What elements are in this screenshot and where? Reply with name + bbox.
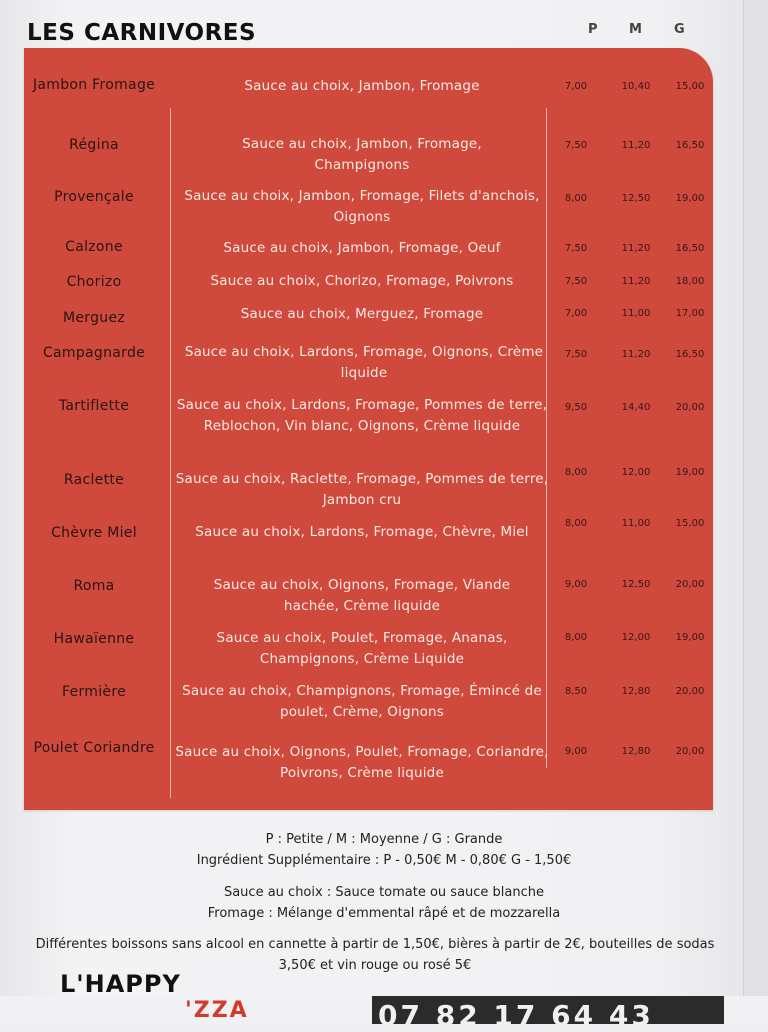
pizza-description: Sauce au choix, Jambon, Fromage, Champignons bbox=[242, 136, 482, 173]
price-petite: 9,50 bbox=[564, 402, 588, 413]
price-moyenne: 10,40 bbox=[621, 81, 651, 92]
price-moyenne: 12,80 bbox=[621, 746, 651, 757]
price-grande: 16,50 bbox=[675, 349, 705, 360]
pizza-description: Sauce au choix, Merguez, Fromage bbox=[240, 306, 484, 322]
price-petite: 7,50 bbox=[564, 349, 588, 360]
pizza-name: Campagnarde bbox=[42, 345, 146, 361]
pizza-name: Fermière bbox=[61, 684, 126, 700]
price-grande: 19,00 bbox=[675, 193, 705, 204]
size-header-p: P bbox=[588, 22, 598, 37]
pizza-name: Poulet Coriandre bbox=[33, 740, 155, 756]
pizza-name: Hawaïenne bbox=[53, 631, 135, 647]
price-grande: 19,00 bbox=[675, 632, 705, 643]
price-moyenne: 14,40 bbox=[621, 402, 651, 413]
pizza-name: Régina bbox=[69, 137, 119, 153]
pizza-name: Chèvre Miel bbox=[51, 525, 137, 541]
pizza-name: Raclette bbox=[63, 472, 125, 488]
price-petite: 9,00 bbox=[564, 746, 588, 757]
pizza-name: Provençale bbox=[54, 189, 134, 205]
price-petite: 8,00 bbox=[564, 467, 588, 478]
section-title: LES CARNIVORES bbox=[27, 20, 257, 46]
price-grande: 15,00 bbox=[675, 81, 705, 92]
sauce-note: Sauce au choix : Sauce tomate ou sauce blanche bbox=[223, 885, 545, 900]
pizza-name: Roma bbox=[73, 578, 115, 594]
price-petite: 8,00 bbox=[564, 193, 588, 204]
price-grande: 17,00 bbox=[675, 308, 705, 319]
size-header-g: G bbox=[674, 22, 685, 37]
price-grande: 20,00 bbox=[675, 686, 705, 697]
pizza-name: Merguez bbox=[62, 310, 126, 326]
pizza-description: Sauce au choix, Oignons, Poulet, Fromage, Coriandre, Poivrons, Crème liquide bbox=[175, 744, 549, 781]
price-moyenne: 12,00 bbox=[621, 632, 651, 643]
pizza-name: Tartiflette bbox=[58, 398, 130, 414]
price-petite: 8,50 bbox=[564, 686, 588, 697]
price-moyenne: 11,20 bbox=[621, 349, 651, 360]
price-moyenne: 12,50 bbox=[621, 579, 651, 590]
price-moyenne: 11,20 bbox=[621, 243, 651, 254]
price-grande: 16,50 bbox=[675, 140, 705, 151]
pizza-description: Sauce au choix, Jambon, Fromage bbox=[244, 78, 480, 94]
supplement-pricing: Ingrédient Supplémentaire : P - 0,50€ M - 0,80€ G - 1,50€ bbox=[196, 853, 572, 868]
pizza-description: Sauce au choix, Champignons, Fromage, Émincé de poulet, Crème, Oignons bbox=[182, 683, 542, 720]
price-petite: 8,00 bbox=[564, 632, 588, 643]
drinks-note: Différentes boissons sans alcool en cannette à partir de 1,50€, bières à partir de 2€, bouteilles de sodas 3,50€ et vin rouge ou rosé 5€ bbox=[35, 937, 715, 973]
price-moyenne: 11,00 bbox=[621, 308, 651, 319]
price-moyenne: 12,80 bbox=[621, 686, 651, 697]
price-grande: 15,00 bbox=[675, 518, 705, 529]
brand-logo-bottom: 'ZZA bbox=[185, 998, 249, 1023]
price-petite: 8,00 bbox=[564, 518, 588, 529]
size-header-m: M bbox=[629, 22, 642, 37]
pizza-description: Sauce au choix, Jambon, Fromage, Oeuf bbox=[223, 240, 501, 256]
price-moyenne: 11,20 bbox=[621, 140, 651, 151]
price-petite: 7,50 bbox=[564, 276, 588, 287]
price-petite: 9,00 bbox=[564, 579, 588, 590]
pizza-description: Sauce au choix, Poulet, Fromage, Ananas, Champignons, Crème Liquide bbox=[216, 630, 508, 667]
price-grande: 20,00 bbox=[675, 579, 705, 590]
price-petite: 7,50 bbox=[564, 243, 588, 254]
price-grande: 19,00 bbox=[675, 467, 705, 478]
pizza-description: Sauce au choix, Lardons, Fromage, Oignons, Crème liquide bbox=[184, 344, 544, 381]
price-grande: 20,00 bbox=[675, 402, 705, 413]
cheese-note: Fromage : Mélange d'emmental râpé et de mozzarella bbox=[207, 906, 561, 921]
price-petite: 7,00 bbox=[564, 308, 588, 319]
brand-logo-top: L'HAPPY bbox=[60, 970, 181, 998]
pizza-description: Sauce au choix, Raclette, Fromage, Pommes de terre, Jambon cru bbox=[175, 471, 549, 508]
price-grande: 16,50 bbox=[675, 243, 705, 254]
pizza-description: Sauce au choix, Chorizo, Fromage, Poivrons bbox=[210, 273, 514, 289]
pizza-description: Sauce au choix, Lardons, Fromage, Pommes de terre, Reblochon, Vin blanc, Oignons, Crème liquide bbox=[176, 397, 548, 434]
price-petite: 7,00 bbox=[564, 81, 588, 92]
menu-table bbox=[24, 48, 713, 810]
price-grande: 20,00 bbox=[675, 746, 705, 757]
price-moyenne: 12,50 bbox=[621, 193, 651, 204]
pizza-description: Sauce au choix, Lardons, Fromage, Chèvre, Miel bbox=[195, 524, 529, 540]
price-moyenne: 12,00 bbox=[621, 467, 651, 478]
pizza-name: Calzone bbox=[65, 239, 123, 255]
pizza-description: Sauce au choix, Oignons, Fromage, Viande hachée, Crème liquide bbox=[213, 577, 511, 614]
pizza-name: Chorizo bbox=[66, 274, 122, 290]
column-divider-left bbox=[170, 108, 171, 798]
price-grande: 18,00 bbox=[675, 276, 705, 287]
phone-number: 07 82 17 64 43 bbox=[378, 999, 654, 1032]
pizza-description: Sauce au choix, Jambon, Fromage, Filets d'anchois, Oignons bbox=[184, 188, 540, 225]
price-petite: 7,50 bbox=[564, 140, 588, 151]
price-moyenne: 11,20 bbox=[621, 276, 651, 287]
sizes-legend: P : Petite / M : Moyenne / G : Grande bbox=[265, 832, 503, 847]
price-moyenne: 11,00 bbox=[621, 518, 651, 529]
pizza-name: Jambon Fromage bbox=[32, 77, 156, 93]
